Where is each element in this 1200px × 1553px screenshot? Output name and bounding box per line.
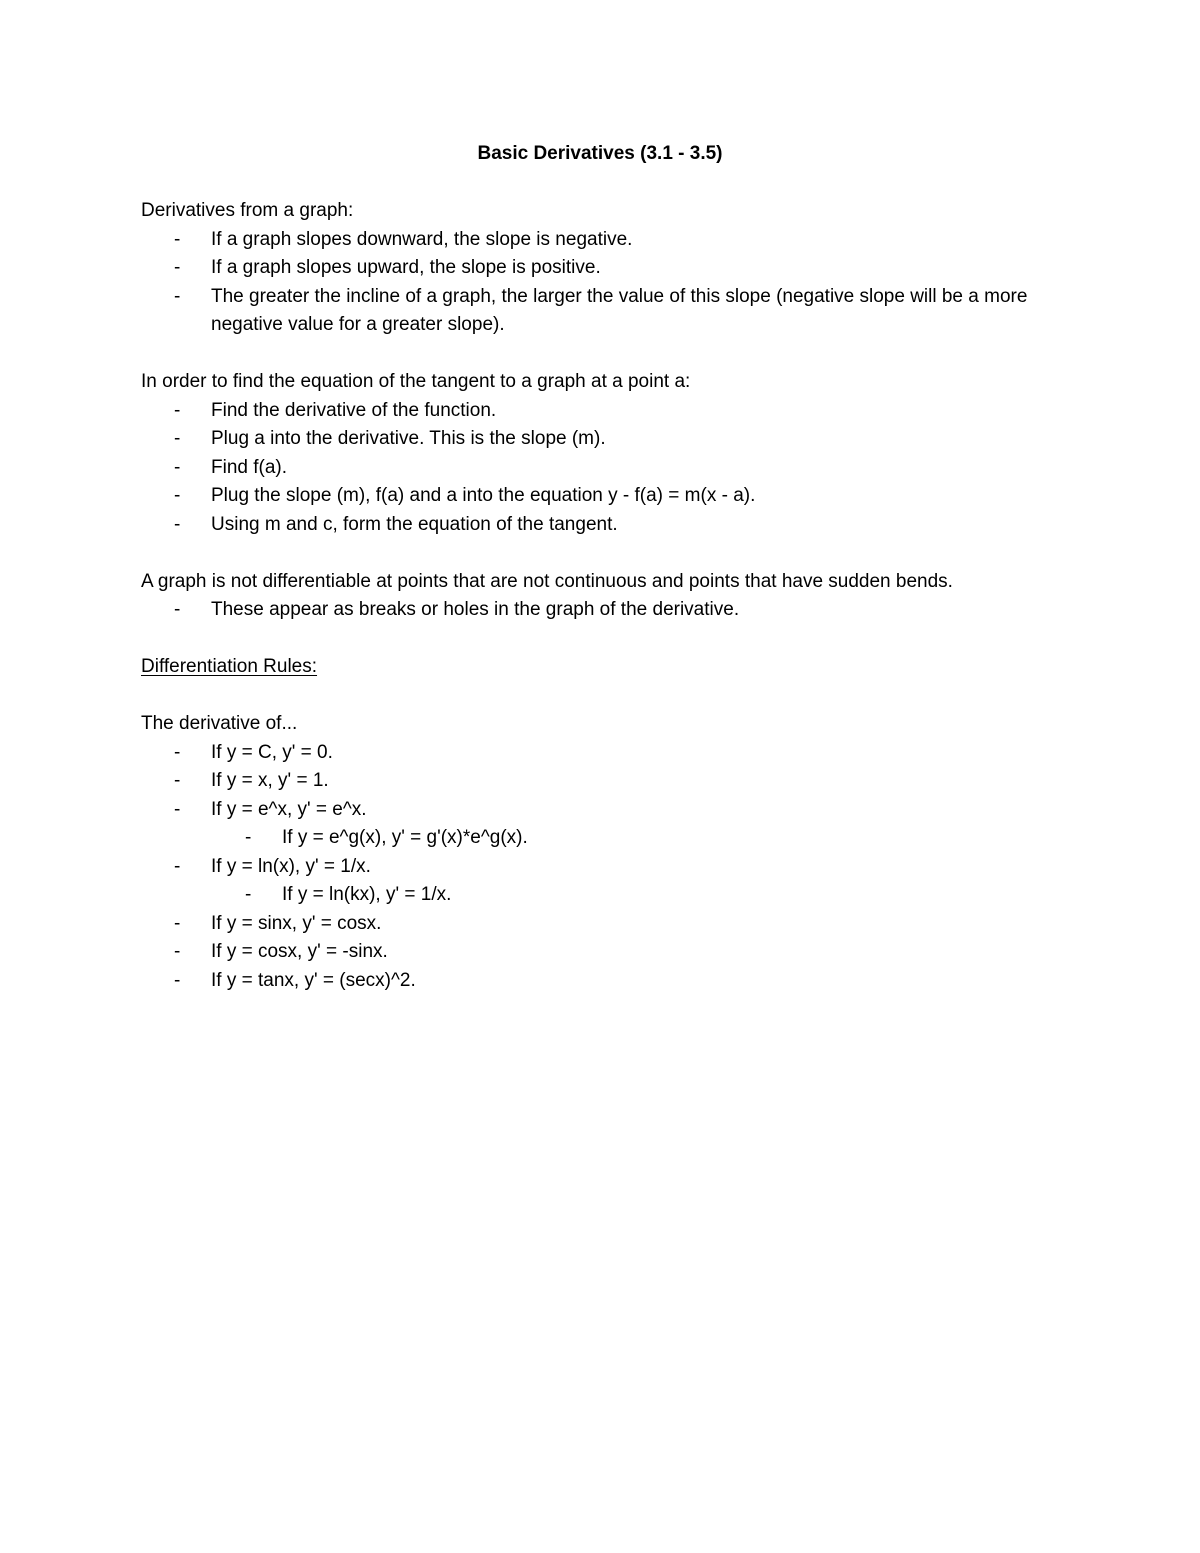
list-item-text: If y = ln(kx), y' = 1/x. bbox=[282, 884, 452, 905]
dash-bullet: - bbox=[245, 884, 252, 905]
section-heading-differentiation-rules: Differentiation Rules: bbox=[141, 656, 318, 677]
list-item-text: If y = e^g(x), y' = g'(x)*e^g(x). bbox=[282, 827, 528, 848]
list-item-text: Find the derivative of the function. bbox=[211, 399, 497, 421]
list-item-text: Find f(a). bbox=[211, 456, 288, 478]
section-heading-derivatives-from-graph: Derivatives from a graph: bbox=[141, 200, 354, 221]
dash-bullet: - bbox=[174, 513, 181, 535]
list-item bbox=[141, 881, 1061, 910]
list-item bbox=[141, 511, 1061, 540]
list-item bbox=[141, 938, 1061, 967]
bullet-list-rules-ln bbox=[141, 853, 1061, 882]
list-item bbox=[141, 397, 1061, 426]
dash-bullet: - bbox=[174, 485, 181, 506]
list-item-text: These appear as breaks or holes in the graph of the derivative. bbox=[211, 599, 740, 620]
list-item bbox=[141, 824, 1061, 853]
list-item-text: If y = e^x, y' = e^x. bbox=[211, 798, 367, 820]
dash-bullet: - bbox=[174, 456, 181, 478]
list-item bbox=[141, 226, 1061, 255]
list-item bbox=[141, 967, 1061, 996]
list-item-text: If a graph slopes upward, the slope is positive. bbox=[211, 257, 601, 278]
section-heading-derivative-of: The derivative of... bbox=[141, 713, 298, 734]
spacer bbox=[141, 625, 1061, 654]
spacer bbox=[141, 340, 1061, 369]
dash-bullet: - bbox=[174, 770, 181, 791]
dash-bullet: - bbox=[174, 228, 181, 250]
list-item-text: If a graph slopes downward, the slope is negative. bbox=[211, 228, 633, 250]
list-item bbox=[141, 910, 1061, 939]
bullet-list-rules bbox=[141, 739, 1061, 825]
dash-bullet: - bbox=[174, 941, 181, 962]
list-item bbox=[141, 853, 1061, 882]
bullet-list-graph bbox=[141, 226, 1061, 340]
list-item-text: If y = cosx, y' = -sinx. bbox=[211, 941, 388, 962]
dash-bullet: - bbox=[174, 399, 181, 421]
list-item bbox=[141, 739, 1061, 768]
dash-bullet: - bbox=[174, 285, 181, 307]
list-item-text: Using m and c, form the equation of the tangent. bbox=[211, 513, 618, 535]
list-item bbox=[141, 796, 1061, 825]
list-item-text: If y = x, y' = 1. bbox=[211, 770, 329, 791]
dash-bullet: - bbox=[174, 428, 181, 449]
list-item bbox=[141, 283, 1061, 340]
document-content bbox=[141, 140, 1061, 995]
section-heading-differentiability: A graph is not differentiable at points that are not continuous and points that have sudden bends. bbox=[141, 570, 953, 592]
dash-bullet: - bbox=[174, 969, 181, 991]
list-item bbox=[141, 596, 1061, 625]
bullet-list-rules-trig bbox=[141, 910, 1061, 996]
list-item-text: If y = C, y' = 0. bbox=[211, 741, 333, 763]
list-item bbox=[141, 425, 1061, 454]
section-heading-tangent: In order to find the equation of the tangent to a graph at a point a: bbox=[141, 371, 691, 392]
list-item-text: If y = sinx, y' = cosx. bbox=[211, 912, 382, 934]
list-item-text: Plug a into the derivative. This is the slope (m). bbox=[211, 428, 606, 449]
spacer bbox=[141, 682, 1061, 711]
dash-bullet: - bbox=[174, 798, 181, 820]
dash-bullet: - bbox=[174, 741, 181, 763]
list-item-text: If y = ln(x), y' = 1/x. bbox=[211, 855, 371, 877]
list-item-text: Plug the slope (m), f(a) and a into the equation y - f(a) = m(x - a). bbox=[211, 485, 756, 506]
dash-bullet: - bbox=[174, 257, 181, 278]
dash-bullet: - bbox=[174, 855, 181, 877]
spacer bbox=[141, 169, 1061, 198]
list-item bbox=[141, 454, 1061, 483]
sub-bullet-list-ln bbox=[141, 881, 1061, 910]
list-item bbox=[141, 767, 1061, 796]
dash-bullet: - bbox=[245, 827, 252, 848]
list-item bbox=[141, 254, 1061, 283]
dash-bullet: - bbox=[174, 912, 181, 934]
bullet-list-tangent bbox=[141, 397, 1061, 540]
dash-bullet: - bbox=[174, 599, 181, 620]
spacer bbox=[141, 539, 1061, 568]
list-item-text: The greater the incline of a graph, the larger the value of this slope (negative slope will be a more negative value for a greater slope). bbox=[211, 285, 1028, 335]
list-item bbox=[141, 482, 1061, 511]
bullet-list-differentiability bbox=[141, 596, 1061, 625]
document-title: Basic Derivatives (3.1 - 3.5) bbox=[477, 143, 723, 164]
list-item-text: If y = tanx, y' = (secx)^2. bbox=[211, 969, 416, 991]
sub-bullet-list-exp bbox=[141, 824, 1061, 853]
